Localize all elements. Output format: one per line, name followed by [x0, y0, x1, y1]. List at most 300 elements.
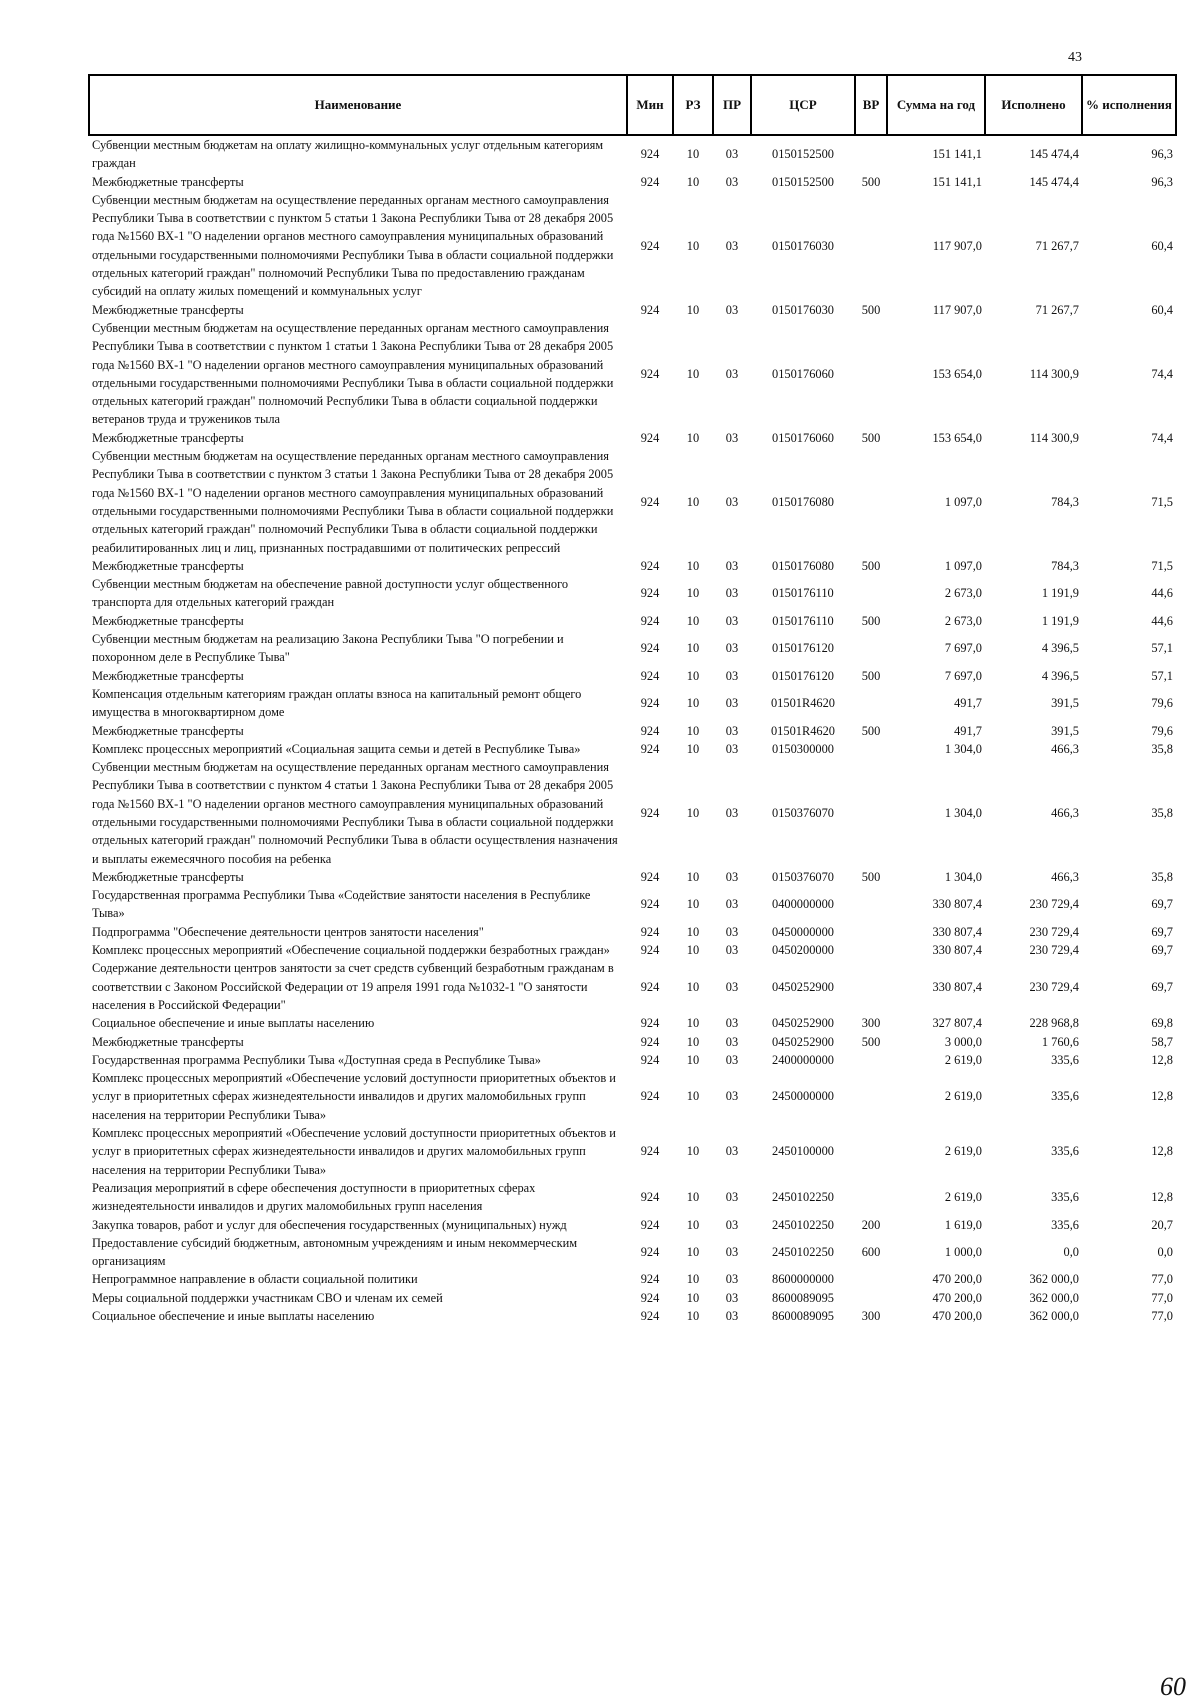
row-csr: 0150152500 [772, 174, 834, 189]
row-vr: 500 [861, 558, 881, 573]
row-pct: 35,8 [1151, 741, 1173, 756]
row-pct: 57,1 [1151, 641, 1173, 656]
row-name: Государственная программа Республики Тыва «Содействие занятости населения в Республике Тыва» [92, 888, 591, 921]
row-pct: 44,6 [1151, 586, 1173, 601]
row-min: 924 [640, 869, 660, 884]
row-pct: 71,5 [1151, 558, 1173, 573]
row-min: 924 [640, 723, 660, 738]
row-name: Межбюджетные трансферты [92, 613, 244, 628]
row-pr: 03 [725, 1217, 739, 1232]
row-csr: 2450000000 [772, 1089, 834, 1104]
row-csr: 0150176120 [772, 668, 834, 683]
row-rz: 10 [686, 147, 700, 162]
row-pr: 03 [725, 366, 739, 381]
row-pct: 12,8 [1151, 1190, 1173, 1205]
row-rz: 10 [686, 641, 700, 656]
row-pct: 35,8 [1151, 869, 1173, 884]
row-done: 784,3 [1051, 494, 1079, 509]
row-sum: 2 619,0 [944, 1052, 982, 1067]
row-pct: 0,0 [1157, 1244, 1173, 1259]
row-csr: 2450102250 [772, 1217, 834, 1232]
row-rz: 10 [686, 979, 700, 994]
row-csr: 0150376070 [772, 869, 834, 884]
row-min: 924 [640, 147, 660, 162]
row-done: 335,6 [1051, 1089, 1079, 1104]
row-rz: 10 [686, 869, 700, 884]
row-min: 924 [640, 924, 660, 939]
row-pr: 03 [725, 1052, 739, 1067]
row-csr: 0150176060 [772, 430, 834, 445]
row-pr: 03 [725, 924, 739, 939]
row-rz: 10 [686, 366, 700, 381]
row-pr: 03 [725, 723, 739, 738]
row-pct: 69,8 [1151, 1016, 1173, 1031]
table-row [89, 886, 1176, 923]
row-min: 924 [640, 1244, 660, 1259]
row-vr [855, 959, 887, 1014]
row-vr [855, 941, 887, 959]
row-csr: 0150176080 [772, 494, 834, 509]
row-name: Подпрограмма "Обеспечение деятельности центров занятости населения" [92, 924, 484, 939]
row-csr: 2450100000 [772, 1144, 834, 1159]
row-vr [855, 923, 887, 941]
row-pct: 77,0 [1151, 1272, 1173, 1287]
row-pr: 03 [725, 302, 739, 317]
row-vr: 500 [861, 1034, 881, 1049]
row-done: 230 729,4 [1029, 943, 1079, 958]
row-pct: 12,8 [1151, 1089, 1173, 1104]
table-row [89, 1124, 1176, 1179]
row-min: 924 [640, 641, 660, 656]
row-name: Межбюджетные трансферты [92, 558, 244, 573]
row-name: Межбюджетные трансферты [92, 723, 244, 738]
row-vr: 300 [861, 1016, 881, 1031]
row-name: Реализация мероприятий в сфере обеспечения доступности в приоритетных сферах жизнедеятельности инвалидов и других маломобильных групп населения [92, 1180, 536, 1214]
row-csr: 8600089095 [772, 1309, 834, 1323]
row-min: 924 [640, 897, 660, 912]
row-pct: 96,3 [1151, 147, 1173, 162]
row-rz: 10 [686, 696, 700, 711]
row-sum: 470 200,0 [932, 1309, 982, 1323]
row-name: Межбюджетные трансферты [92, 302, 244, 317]
table-row [89, 1216, 1176, 1234]
row-done: 391,5 [1051, 723, 1079, 738]
table-row [89, 429, 1176, 447]
table-row [89, 685, 1176, 722]
row-pct: 96,3 [1151, 174, 1173, 189]
row-rz: 10 [686, 1016, 700, 1031]
header-vr: ВР [855, 75, 887, 135]
row-done: 362 000,0 [1029, 1290, 1079, 1305]
row-name: Межбюджетные трансферты [92, 1034, 244, 1049]
row-done: 1 760,6 [1041, 1034, 1079, 1049]
table-row [89, 722, 1176, 740]
row-pr: 03 [725, 897, 739, 912]
row-rz: 10 [686, 1144, 700, 1159]
row-min: 924 [640, 696, 660, 711]
row-name: Межбюджетные трансферты [92, 174, 244, 189]
row-name: Государственная программа Республики Тыва «Доступная среда в Республике Тыва» [92, 1052, 541, 1067]
row-csr: 0450200000 [772, 943, 834, 958]
table-row [89, 758, 1176, 868]
row-min: 924 [640, 366, 660, 381]
row-sum: 117 907,0 [932, 238, 982, 253]
row-pr: 03 [725, 238, 739, 253]
row-csr: 2450102250 [772, 1190, 834, 1205]
row-sum: 1 304,0 [944, 869, 982, 884]
row-sum: 7 697,0 [944, 641, 982, 656]
row-name: Социальное обеспечение и иные выплаты населению [92, 1309, 375, 1323]
row-pct: 69,7 [1151, 897, 1173, 912]
row-done: 228 968,8 [1029, 1016, 1079, 1031]
row-csr: 2400000000 [772, 1052, 834, 1067]
row-min: 924 [640, 1190, 660, 1205]
row-min: 924 [640, 613, 660, 628]
row-min: 924 [640, 586, 660, 601]
row-pr: 03 [725, 1144, 739, 1159]
row-name: Субвенции местным бюджетам на оплату жилищно-коммунальных услуг отдельным категориям граждан [92, 138, 604, 171]
row-pct: 79,6 [1151, 723, 1173, 738]
row-name: Субвенции местным бюджетам на обеспечение равной доступности услуг общественного транспорта для отдельных категорий граждан [92, 577, 569, 610]
table-row [89, 1307, 1176, 1325]
row-pr: 03 [725, 558, 739, 573]
row-csr: 0450252900 [772, 1016, 834, 1031]
row-name: Субвенции местным бюджетам на реализацию Закона Республики Тыва "О погребении и похоронном деле в Республике Тыва" [92, 632, 564, 665]
row-sum: 330 807,4 [932, 943, 982, 958]
row-rz: 10 [686, 302, 700, 317]
row-pct: 20,7 [1151, 1217, 1173, 1232]
row-vr: 500 [861, 302, 881, 317]
row-sum: 1 619,0 [944, 1217, 982, 1232]
row-vr: 500 [861, 613, 881, 628]
row-done: 1 191,9 [1041, 586, 1079, 601]
row-vr: 500 [861, 174, 881, 189]
row-vr: 500 [861, 723, 881, 738]
row-rz: 10 [686, 1244, 700, 1259]
row-pr: 03 [725, 805, 739, 820]
row-name: Социальное обеспечение и иные выплаты населению [92, 1016, 375, 1031]
row-pr: 03 [725, 613, 739, 628]
header-done: Исполнено [985, 75, 1082, 135]
row-sum: 470 200,0 [932, 1290, 982, 1305]
row-pr: 03 [725, 1089, 739, 1104]
row-csr: 0150176030 [772, 302, 834, 317]
row-min: 924 [640, 805, 660, 820]
row-vr [855, 685, 887, 722]
row-name: Комплекс процессных мероприятий «Обеспечение условий доступности приоритетных объектов и услуг в приоритетных сферах жизнедеятельности инвалидов и других маломобильных групп населения на территории Республики Тыва» [92, 1071, 616, 1122]
row-min: 924 [640, 1016, 660, 1031]
row-name: Комплекс процессных мероприятий «Обеспечение условий доступности приоритетных объектов и услуг в приоритетных сферах жизнедеятельности инвалидов и других маломобильных групп населения на территории Республики Тыва» [92, 1126, 616, 1177]
row-sum: 153 654,0 [932, 366, 982, 381]
row-vr [855, 740, 887, 758]
row-csr: 2450102250 [772, 1244, 834, 1259]
row-pr: 03 [725, 430, 739, 445]
row-pct: 71,5 [1151, 494, 1173, 509]
row-csr: 01501R4620 [770, 723, 836, 738]
row-rz: 10 [686, 1272, 700, 1287]
table-row [89, 740, 1176, 758]
row-csr: 8600000000 [772, 1272, 834, 1287]
row-sum: 117 907,0 [932, 302, 982, 317]
row-done: 362 000,0 [1029, 1309, 1079, 1323]
row-vr: 200 [861, 1217, 881, 1232]
row-name: Компенсация отдельным категориям граждан оплаты взноса на капитальный ремонт общего имущества в многоквартирном доме [92, 686, 582, 720]
row-min: 924 [640, 494, 660, 509]
row-vr [855, 319, 887, 429]
row-min: 924 [640, 943, 660, 958]
row-csr: 0150176110 [772, 586, 834, 601]
row-csr: 0150176030 [772, 238, 834, 253]
row-vr [855, 447, 887, 557]
row-done: 1 191,9 [1041, 613, 1079, 628]
row-pr: 03 [725, 174, 739, 189]
row-vr [855, 191, 887, 301]
row-rz: 10 [686, 943, 700, 958]
row-name: Межбюджетные трансферты [92, 869, 244, 884]
row-done: 784,3 [1051, 558, 1079, 573]
row-name: Межбюджетные трансферты [92, 668, 244, 683]
table-row [89, 1069, 1176, 1124]
row-rz: 10 [686, 897, 700, 912]
row-pr: 03 [725, 1244, 739, 1259]
row-sum: 2 619,0 [944, 1144, 982, 1159]
row-min: 924 [640, 1217, 660, 1232]
row-min: 924 [640, 1272, 660, 1287]
row-csr: 0450252900 [772, 979, 834, 994]
row-name: Меры социальной поддержки участникам СВО и членам их семей [92, 1290, 443, 1305]
row-min: 924 [640, 238, 660, 253]
row-rz: 10 [686, 924, 700, 939]
row-vr [855, 575, 887, 612]
row-pct: 57,1 [1151, 668, 1173, 683]
row-name: Непрограммное направление в области социальной политики [92, 1272, 418, 1287]
row-sum: 327 807,4 [932, 1016, 982, 1031]
row-sum: 470 200,0 [932, 1272, 982, 1287]
row-vr [855, 1289, 887, 1307]
row-pct: 74,4 [1151, 430, 1173, 445]
row-name: Закупка товаров, работ и услуг для обеспечения государственных (муниципальных) нужд [92, 1217, 567, 1232]
table-row [89, 959, 1176, 1014]
row-sum: 330 807,4 [932, 897, 982, 912]
row-sum: 2 619,0 [944, 1190, 982, 1205]
row-done: 114 300,9 [1029, 430, 1079, 445]
row-done: 335,6 [1051, 1217, 1079, 1232]
row-pct: 12,8 [1151, 1052, 1173, 1067]
row-vr [855, 758, 887, 868]
row-done: 114 300,9 [1029, 366, 1079, 381]
table-row [89, 1234, 1176, 1271]
header-name: Наименование [89, 75, 627, 135]
row-done: 230 729,4 [1029, 979, 1079, 994]
table-row [89, 447, 1176, 557]
row-pct: 44,6 [1151, 613, 1173, 628]
row-done: 362 000,0 [1029, 1272, 1079, 1287]
table-row [89, 1033, 1176, 1051]
row-sum: 330 807,4 [932, 979, 982, 994]
row-done: 230 729,4 [1029, 897, 1079, 912]
row-vr: 300 [861, 1309, 881, 1323]
row-pr: 03 [725, 147, 739, 162]
row-pr: 03 [725, 1016, 739, 1031]
row-done: 335,6 [1051, 1144, 1079, 1159]
row-csr: 0450000000 [772, 924, 834, 939]
row-pct: 77,0 [1151, 1290, 1173, 1305]
row-pr: 03 [725, 1290, 739, 1305]
row-pr: 03 [725, 696, 739, 711]
row-pr: 03 [725, 586, 739, 601]
row-name: Субвенции местным бюджетам на осуществление переданных органам местного самоуправления Республики Тыва в соответствии с пунктом 3 статьи 1 Закона Республики Тыва от 28 декабря 2005 года №1560 ВХ-1 "О наделении органов местного самоуправления муниципальных образований отдельными государственными полномочиями Республики Тыва в области социальной поддержки отдельных категорий граждан" полномочий Республики Тыва в области социальной поддержки реабилитированных лиц и лиц, признанных пострадавшими от политических репрессий [92, 449, 614, 555]
row-vr: 500 [861, 668, 881, 683]
budget-table [88, 74, 1177, 1325]
table-body [89, 135, 1176, 1325]
table-row [89, 301, 1176, 319]
row-pct: 12,8 [1151, 1144, 1173, 1159]
table-row [89, 941, 1176, 959]
table-row [89, 667, 1176, 685]
row-csr: 0450252900 [772, 1034, 834, 1049]
header-pct: % исполнения [1082, 75, 1176, 135]
row-rz: 10 [686, 430, 700, 445]
row-name: Содержание деятельности центров занятости за счет средств субвенций безработным гражданам в соответствии с Законом Российской Федерации от 19 апреля 1991 года №1032-1 "О занятости населения в Российской Федерации" [92, 961, 614, 1012]
row-vr [855, 1270, 887, 1288]
row-pct: 58,7 [1151, 1034, 1173, 1049]
row-csr: 0150300000 [772, 741, 834, 756]
table-row [89, 1270, 1176, 1288]
row-sum: 3 000,0 [944, 1034, 982, 1049]
row-pr: 03 [725, 1034, 739, 1049]
row-min: 924 [640, 1144, 660, 1159]
row-done: 466,3 [1051, 741, 1079, 756]
row-pr: 03 [725, 1309, 739, 1323]
row-rz: 10 [686, 174, 700, 189]
row-pr: 03 [725, 1190, 739, 1205]
row-name: Субвенции местным бюджетам на осуществление переданных органам местного самоуправления Республики Тыва в соответствии с пунктом 5 статьи 1 Закона Республики Тыва от 28 декабря 2005 года №1560 ВХ-1 "О наделении органов местного самоуправления муниципальных образований отдельными государственными полномочиями Республики Тыва в области социальной поддержки отдельных категорий граждан" полномочий Республики Тыва по предоставлению гражданам субсидий на оплату жилых помещений и коммунальных услуг [92, 192, 614, 299]
row-rz: 10 [686, 1290, 700, 1305]
row-rz: 10 [686, 238, 700, 253]
row-sum: 491,7 [954, 723, 982, 738]
row-pct: 60,4 [1151, 302, 1173, 317]
row-rz: 10 [686, 586, 700, 601]
row-pct: 69,7 [1151, 979, 1173, 994]
table-row [89, 575, 1176, 612]
row-sum: 1 304,0 [944, 741, 982, 756]
header-pr: ПР [713, 75, 751, 135]
row-sum: 1 304,0 [944, 805, 982, 820]
table-row [89, 1051, 1176, 1069]
row-name: Субвенции местным бюджетам на осуществление переданных органам местного самоуправления Республики Тыва в соответствии с пунктом 1 статьи 1 Закона Республики Тыва от 28 декабря 2005 года №1560 ВХ-1 "О наделении органов местного самоуправления муниципальных образований отдельными государственными полномочиями Республики Тыва в области социальной поддержки отдельных категорий граждан" полномочий Республики Тыва в области социальной поддержки ветеранов труда и тружеников тыла [92, 320, 614, 427]
row-vr [855, 1069, 887, 1124]
row-sum: 2 619,0 [944, 1089, 982, 1104]
row-sum: 491,7 [954, 696, 982, 711]
row-vr [855, 886, 887, 923]
row-name: Субвенции местным бюджетам на осуществление переданных органам местного самоуправления Республики Тыва в соответствии с пунктом 4 статьи 1 Закона Республики Тыва от 28 декабря 2005 года №1560 ВХ-1 "О наделении органов местного самоуправления муниципальных образований отдельными государственными полномочиями Республики Тыва в области социальной поддержки отдельных категорий граждан" полномочий Республики Тыва в области осуществления назначения и выплаты ежемесячного пособия на ребенка [92, 760, 618, 866]
row-rz: 10 [686, 1309, 700, 1323]
row-rz: 10 [686, 1217, 700, 1232]
row-pct: 69,7 [1151, 943, 1173, 958]
row-min: 924 [640, 1309, 660, 1323]
row-pr: 03 [725, 943, 739, 958]
table-row [89, 1289, 1176, 1307]
row-sum: 151 141,1 [932, 147, 982, 162]
table-row [89, 191, 1176, 301]
row-done: 4 396,5 [1041, 641, 1079, 656]
row-csr: 0150176120 [772, 641, 834, 656]
row-pr: 03 [725, 668, 739, 683]
row-min: 924 [640, 741, 660, 756]
row-rz: 10 [686, 723, 700, 738]
row-rz: 10 [686, 668, 700, 683]
row-pr: 03 [725, 494, 739, 509]
header-sum: Сумма на год [887, 75, 985, 135]
row-rz: 10 [686, 558, 700, 573]
page-number: 43 [1068, 50, 1082, 65]
row-vr: 500 [861, 430, 881, 445]
row-rz: 10 [686, 741, 700, 756]
row-sum: 1 097,0 [944, 494, 982, 509]
row-sum: 1 000,0 [944, 1244, 982, 1259]
row-name: Предоставление субсидий бюджетным, автономным учреждениям и иным некоммерческим организациям [92, 1235, 578, 1269]
row-min: 924 [640, 174, 660, 189]
row-sum: 2 673,0 [944, 586, 982, 601]
row-rz: 10 [686, 494, 700, 509]
row-sum: 151 141,1 [932, 174, 982, 189]
header-min: Мин [627, 75, 673, 135]
row-sum: 153 654,0 [932, 430, 982, 445]
row-done: 4 396,5 [1041, 668, 1079, 683]
row-csr: 8600089095 [772, 1290, 834, 1305]
row-min: 924 [640, 430, 660, 445]
header-rz: РЗ [673, 75, 713, 135]
row-pr: 03 [725, 1272, 739, 1287]
table-row [89, 868, 1176, 886]
row-done: 335,6 [1051, 1190, 1079, 1205]
table-row [89, 319, 1176, 429]
row-rz: 10 [686, 805, 700, 820]
row-min: 924 [640, 668, 660, 683]
row-pct: 60,4 [1151, 238, 1173, 253]
row-pr: 03 [725, 741, 739, 756]
row-min: 924 [640, 1052, 660, 1067]
row-min: 924 [640, 302, 660, 317]
row-min: 924 [640, 1089, 660, 1104]
row-pct: 77,0 [1151, 1309, 1173, 1323]
row-vr [855, 1124, 887, 1179]
row-done: 71 267,7 [1035, 302, 1079, 317]
row-pr: 03 [725, 641, 739, 656]
row-csr: 0150152500 [772, 147, 834, 162]
row-sum: 7 697,0 [944, 668, 982, 683]
table-row [89, 923, 1176, 941]
row-pct: 79,6 [1151, 696, 1173, 711]
row-pct: 69,7 [1151, 924, 1173, 939]
row-sum: 2 673,0 [944, 613, 982, 628]
row-done: 0,0 [1063, 1244, 1079, 1259]
row-rz: 10 [686, 1089, 700, 1104]
row-rz: 10 [686, 613, 700, 628]
row-min: 924 [640, 1290, 660, 1305]
row-csr: 0150176080 [772, 558, 834, 573]
row-vr: 600 [861, 1244, 881, 1259]
row-vr [855, 1179, 887, 1216]
table-header-row [89, 75, 1176, 135]
row-done: 466,3 [1051, 869, 1079, 884]
row-csr: 0400000000 [772, 897, 834, 912]
row-name: Межбюджетные трансферты [92, 430, 244, 445]
row-name: Комплекс процессных мероприятий «Обеспечение социальной поддержки безработных граждан» [92, 943, 610, 958]
row-done: 145 474,4 [1029, 147, 1079, 162]
row-name: Комплекс процессных мероприятий «Социальная защита семьи и детей в Республике Тыва» [92, 741, 581, 756]
row-done: 230 729,4 [1029, 924, 1079, 939]
